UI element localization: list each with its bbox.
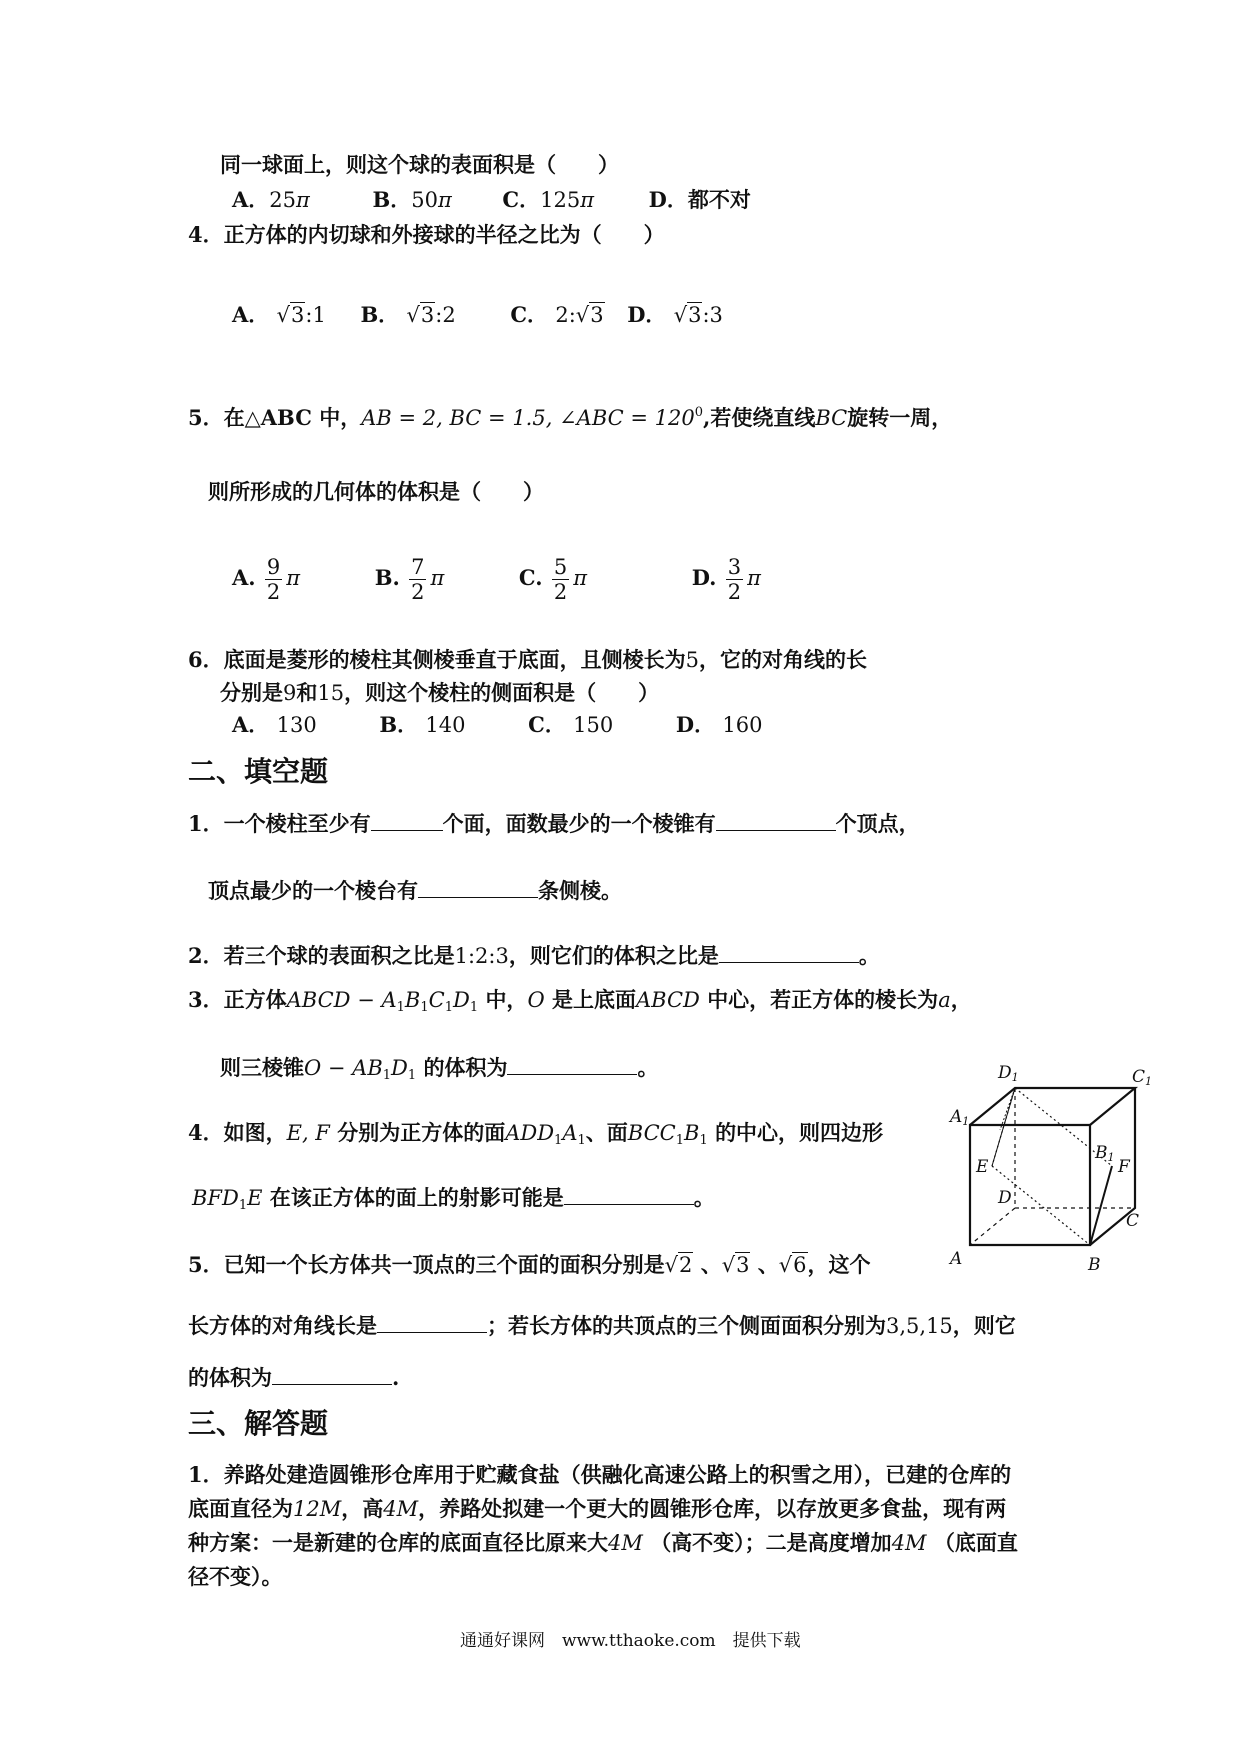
option-a: A. $\frac{9}{2}$ π xyxy=(232,555,301,604)
label-a1: A1 xyxy=(950,1107,970,1128)
s1-line3: 种方案：一是新建的仓库的底面直径比原来大4M （高不变）；二是高度增加4M （底面直 xyxy=(188,1530,1018,1555)
option-b: B． 140 xyxy=(379,712,466,737)
option-a: A． √3:1 xyxy=(232,302,326,327)
option-b: B．50π xyxy=(372,187,452,212)
q4-options xyxy=(232,300,723,330)
label-c: C xyxy=(1126,1211,1140,1231)
footer-credit: 通通好课网 www.tthaoke.com 提供下载 xyxy=(460,1631,801,1651)
option-d: D． 160 xyxy=(675,712,763,737)
answer-blank[interactable] xyxy=(371,808,443,831)
s1-line4: 径不变）。 xyxy=(188,1564,283,1589)
label-d1: D1 xyxy=(998,1063,1019,1084)
f4-line2: $BFD_1E$ 在该正方体的面上的射影可能是 。 xyxy=(192,1182,715,1221)
s1-line1: 1．养路处建造圆锥形仓库用于贮藏食盐（供融化高速公路上的积雪之用），已建的仓库的 xyxy=(188,1462,1012,1487)
answer-blank[interactable] xyxy=(716,808,836,831)
q6-line1: 6．底面是菱形的棱柱其侧棱垂直于底面，且侧棱长为5，它的对角线的长 xyxy=(188,647,867,672)
q3-options xyxy=(232,185,751,215)
option-c: C．125π xyxy=(502,187,595,212)
label-d: D xyxy=(998,1188,1012,1208)
option-b: B. $\frac{7}{2}$ π xyxy=(374,555,445,604)
option-d: D． √3:3 xyxy=(627,302,723,327)
f2-line: 2．若三个球的表面积之比是1:2:3，则它们的体积之比是 。 xyxy=(188,940,880,971)
f5-line1: 5．已知一个长方体共一顶点的三个面的面积分别是√2 、√3 、√6，这个 xyxy=(188,1252,871,1277)
segment-d1-e-solid xyxy=(992,1088,1015,1166)
hidden-edge-da xyxy=(970,1208,1015,1245)
f1-line1: 1．一个棱柱至少有 个面，面数最少的一个棱锥有 个顶点， xyxy=(188,808,920,839)
segment-f-b xyxy=(1090,1166,1112,1245)
q6-options xyxy=(232,710,762,740)
q4-text: 4．正方体的内切球和外接球的半径之比为（ ） xyxy=(188,222,665,247)
label-e: E xyxy=(976,1157,989,1177)
answer-blank[interactable] xyxy=(418,875,538,898)
label-a: A xyxy=(950,1249,963,1269)
section-heading-fill-in: 二、填空题 xyxy=(188,755,329,788)
f5-line2: 长方体的对角线长是 ；若长方体的共顶点的三个侧面面积分别为3,5,15，则它 xyxy=(188,1310,1016,1341)
s1-line2: 底面直径为12M，高4M，养路处拟建一个更大的圆锥形仓库，以存放更多食盐，现有两 xyxy=(188,1496,1007,1521)
option-a: A． 130 xyxy=(232,712,317,737)
cube-figure xyxy=(940,1060,1153,1280)
section-heading-answers: 三、解答题 xyxy=(188,1407,329,1440)
option-c: C． 2:√3 xyxy=(510,302,604,327)
q6-line2: 分别是9和15，则这个棱柱的侧面积是（ ） xyxy=(220,680,660,705)
q3-text: 同一球面上，则这个球的表面积是（ ） xyxy=(220,152,619,177)
answer-blank[interactable] xyxy=(719,940,859,963)
f3-line2: 则三棱锥$O - AB_1D_1$ 的体积为 。 xyxy=(220,1052,658,1091)
label-f: F xyxy=(1118,1157,1130,1177)
q5-line1: 5．在△ABC 中，AB = 2, BC = 1.5, ∠ABC = $120^0$,若使绕直线BC旋转一周， xyxy=(188,405,953,430)
q5-line2: 则所形成的几何体的体积是（ ） xyxy=(208,479,544,504)
f5-line3: 的体积为 . xyxy=(188,1362,399,1393)
answer-blank[interactable] xyxy=(377,1310,487,1333)
label-b: B xyxy=(1088,1255,1101,1275)
f4-line1: 4．如图，E, F 分别为正方体的面$ADD_1A_1$、面$BCC_1B_1$ 的中心，则四边形 xyxy=(188,1120,884,1148)
option-b: B． √3:2 xyxy=(360,302,456,327)
option-c: C． 150 xyxy=(528,712,614,737)
option-c: C. $\frac{5}{2}$ π xyxy=(518,555,588,604)
label-b1: B1 xyxy=(1095,1143,1115,1164)
answer-blank[interactable] xyxy=(507,1052,637,1075)
option-a: A．25π xyxy=(232,187,310,212)
option-d: D. $\frac{3}{2}$ π xyxy=(691,555,761,604)
answer-blank[interactable] xyxy=(272,1362,392,1385)
cube-top-face xyxy=(970,1088,1135,1125)
answer-blank[interactable] xyxy=(564,1182,694,1205)
cube-front-face xyxy=(970,1125,1090,1245)
option-d: D．都不对 xyxy=(648,187,751,212)
f3-line1: 3．正方体ABCD − $A_1B_1C_1D_1$ 中，O 是上底面ABCD 中心，若正方体的棱长为a， xyxy=(188,987,972,1015)
f1-line2: 顶点最少的一个棱台有 条侧棱。 xyxy=(208,875,622,906)
label-c1: C1 xyxy=(1132,1067,1153,1088)
q5-options xyxy=(232,548,761,608)
